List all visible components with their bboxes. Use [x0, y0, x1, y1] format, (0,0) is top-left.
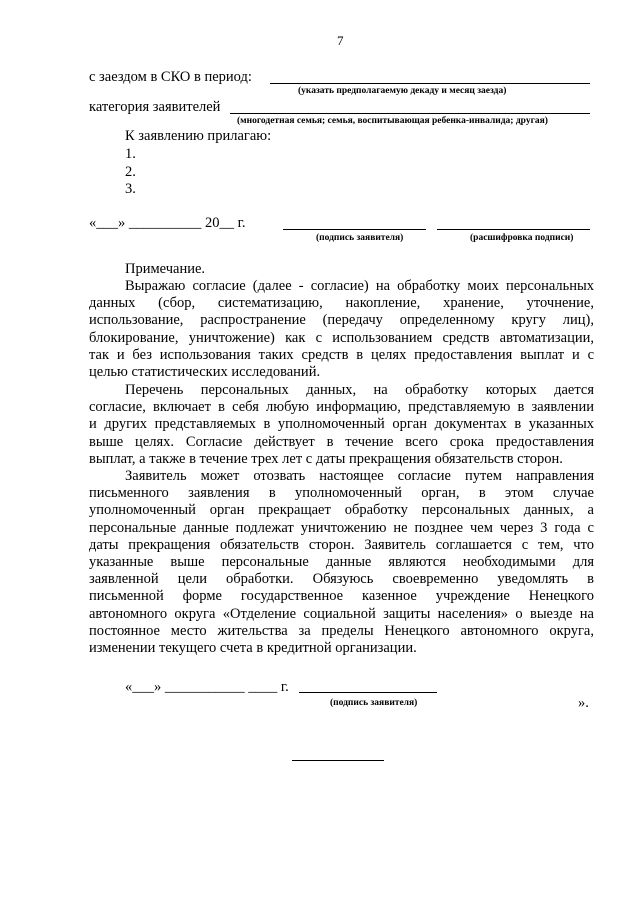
attachment-item-2: 2.: [125, 164, 136, 180]
signature-hint-2: (подпись заявителя): [330, 698, 418, 708]
attachment-item-3: 3.: [125, 181, 136, 197]
applicant-category-hint: (многодетная семья; семья, воспитывающая ребенка-инвалида; другая): [237, 116, 548, 126]
page-number: 7: [337, 33, 344, 48]
signature-decode-line[interactable]: [437, 229, 590, 230]
note-title: Примечание.: [125, 261, 206, 277]
applicant-category-field[interactable]: [230, 113, 590, 114]
arrival-period-label: с заездом в СКО в период:: [89, 69, 252, 85]
arrival-period-hint: (указать предполагаемую декаду и месяц заезда): [298, 86, 507, 96]
sign-date-1: «___» __________ 20__ г.: [89, 215, 246, 231]
signature-decode-hint: (расшифровка подписи): [470, 233, 574, 243]
arrival-period-field[interactable]: [270, 83, 590, 84]
signature-line-1[interactable]: [283, 229, 426, 230]
consent-paragraph-1: Выражаю согласие (далее - согласие) на обработку моих персональных данных (сбор, систематизацию, накопление, хранение, уточнение, использование, распространение (передачу определенному кругу лиц), блокирование, уничтожение) как с использованием средств автоматизации, так и без использования таких средств в целях предоставления выплат и с целью статистических исследований.: [89, 278, 594, 381]
consent-paragraph-2: Перечень персональных данных, на обработку которых дается согласие, включает в себя любую информацию, представляемую в заявлении и других представляемых в уполномоченный орган документах в указанных выше целях. Согласие действует в течение всего срока предоставления выплат, а также в течение трех лет с даты прекращения обязательств сторон.: [89, 382, 594, 467]
attachment-item-1: 1.: [125, 146, 136, 162]
signature-line-2[interactable]: [299, 692, 437, 693]
signature-hint-1: (подпись заявителя): [316, 233, 404, 243]
bottom-separator: [292, 760, 384, 761]
closing-quote: ».: [578, 695, 589, 711]
applicant-category-label: категория заявителей: [89, 99, 221, 115]
sign-date-2: «___» ___________ ____ г.: [125, 679, 289, 695]
consent-paragraph-3: Заявитель может отозвать настоящее согласие путем направления письменного заявления в уполномоченный орган, в этом случае уполномоченный орган прекращает обработку персональных данных, а персональные данные подлежат уничтожению не позднее чем через 3 года с даты прекращения обязательств сторон. Заявитель соглашается с тем, что указанные выше персональные данные являются необходимыми для заявленной цели обработки. Обязуюсь своевременно уведомлять в письменной форме государственное казенное учреждение Ненецкого автономного округа «Отделение социальной защиты населения» о выезде на постоянное место жительства за пределы Ненецкого автономного округа, изменении текущего счета в кредитной организации.: [89, 468, 594, 657]
attachments-heading: К заявлению прилагаю:: [125, 128, 272, 144]
